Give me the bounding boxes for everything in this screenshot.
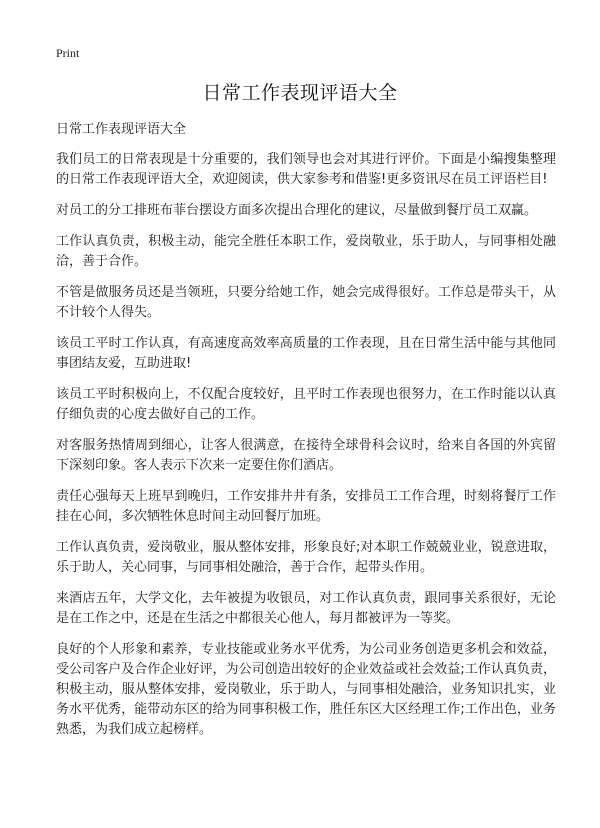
document-subtitle: 日常工作表现评语大全 <box>56 122 187 137</box>
paragraph-intro: 我们员工的日常表现是十分重要的，我们领导也会对其进行评价。下面是小编搜集整理的日常工作表现评语大全，欢迎阅读，供大家参考和借鉴!更多资讯尽在员工评语栏目! <box>56 152 556 187</box>
paragraph: 来酒店五年，大学文化，去年被提为收银员，对工作认真负责，跟同事关系很好，无论是在工作之中，还是在生活之中都很关心他人，每月都被评为一等奖。 <box>56 591 556 626</box>
document-body <box>56 120 556 751</box>
paragraph: 该员工平时工作认真，有高速度高效率高质量的工作表现，且在日常生活中能与其他同事团结友爱，互助进取! <box>56 336 556 371</box>
print-link[interactable]: Print <box>56 46 80 60</box>
paragraph: 责任心强每天上班早到晚归，工作安排井井有条，安排员工工作合理，时刻将餐厅工作挂在心间，多次牺牲休息时间主动回餐厅加班。 <box>56 489 556 524</box>
paragraph: 对客服务热情周到细心，让客人很满意，在接待全球骨科会议时，给来自各国的外宾留下深刻印象。客人表示下次来一定要住你们酒店。 <box>56 438 556 473</box>
paragraph: 工作认真负责，积极主动，能完全胜任本职工作，爱岗敬业，乐于助人，与同事相处融洽，善于合作。 <box>56 234 556 269</box>
page-title: 日常工作表现评语大全 <box>202 82 398 104</box>
paragraph: 良好的个人形象和素养，专业技能或业务水平优秀，为公司业务创造更多机会和效益，受公司客户及合作企业好评，为公司创造出较好的企业效益或社会效益;工作认真负责，积极主动，服从整体安排，爱岗敬业，乐于助人，与同事相处融洽，业务知识扎实，业务水平优秀，能带动东区的给为同事积极工作，胜任东区大区经理工作;工作出色，业务熟悉，为我们成立起榜样。 <box>56 642 556 737</box>
paragraph: 对员工的分工排班布菲台摆设方面多次提出合理化的建议，尽量做到餐厅员工双赢。 <box>56 203 538 218</box>
paragraph: 工作认真负责，爱岗敬业，服从整体安排，形象良好;对本职工作兢兢业业，锐意进取，乐于助人，关心同事，与同事相处融洽，善于合作，起带头作用。 <box>56 540 556 575</box>
paragraph: 不管是做服务员还是当领班，只要分给她工作，她会完成得很好。工作总是带头干，从不计较个人得失。 <box>56 285 556 320</box>
paragraph: 该员工平时积极向上，不仅配合度较好，且平时工作表现也很努力，在工作时能以认真仔细负责的心度去做好自己的工作。 <box>56 387 556 422</box>
